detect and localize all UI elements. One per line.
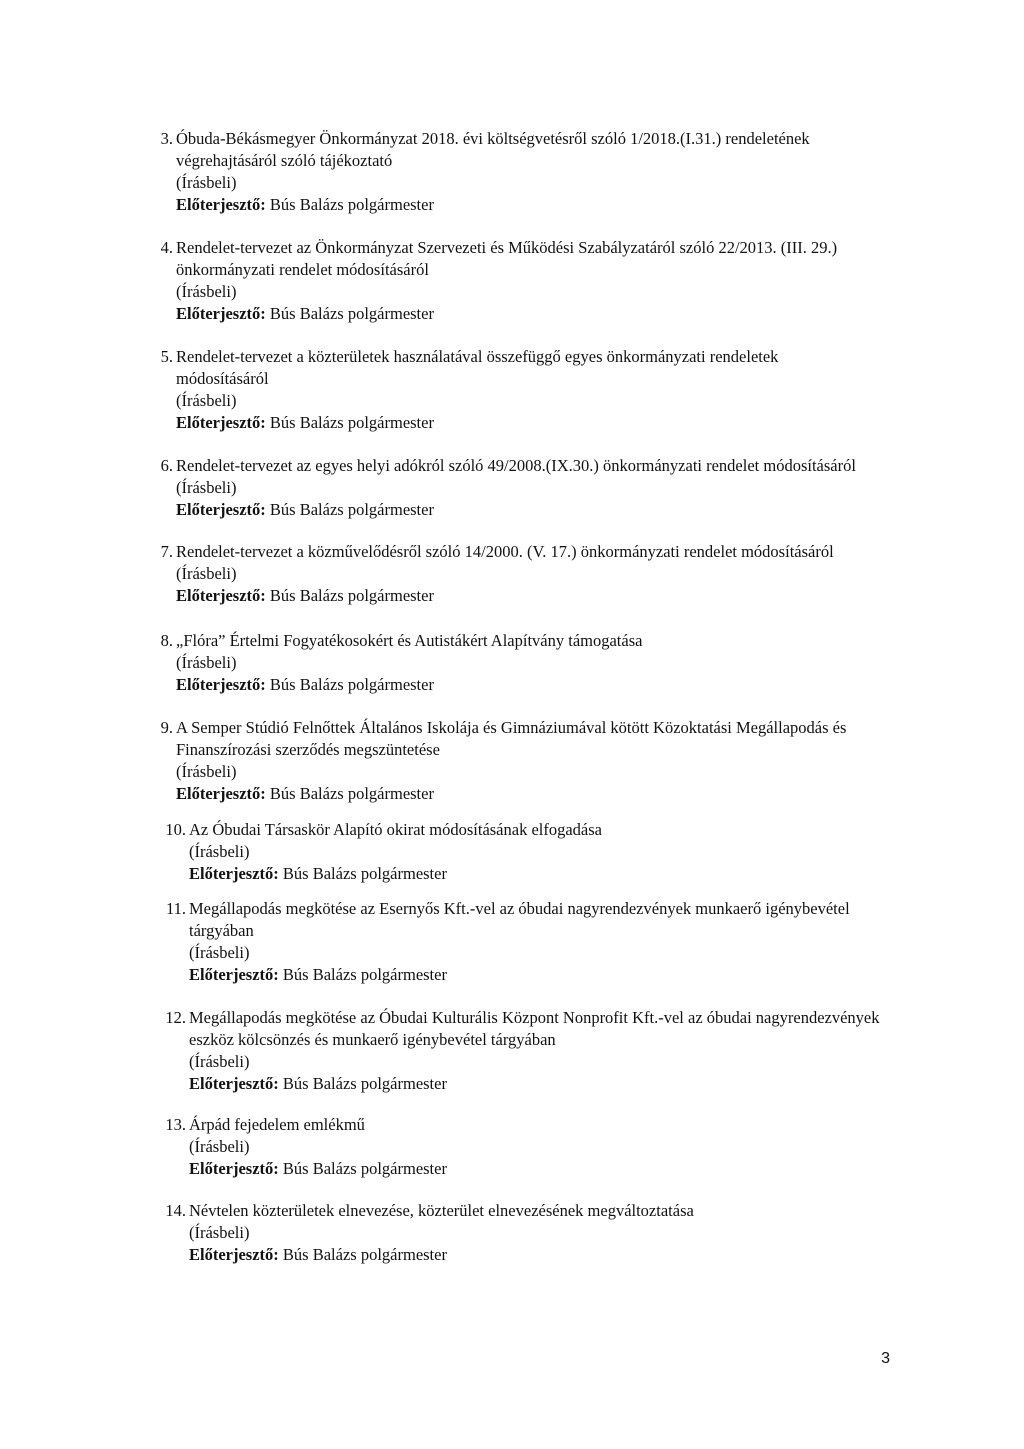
agenda-item-number: 7. bbox=[160, 542, 173, 561]
presenter-name: Bús Balázs polgármester bbox=[269, 413, 434, 432]
agenda-item-format: (Írásbeli) bbox=[189, 1052, 250, 1071]
agenda-item-title-line: eszköz kölcsönzés és munkaerő igénybevétel tárgyában bbox=[189, 1030, 556, 1049]
presenter-label: Előterjesztő: bbox=[176, 195, 266, 214]
agenda-item-title-line: 9. A Semper Stúdió Felnőttek Általános Iskolája és Gimnáziumával kötött Közoktatási Megállapodás és bbox=[160, 718, 847, 737]
agenda-item-title-line: 11. Megállapodás megkötése az Esernyős Kft.-vel az óbudai nagyrendezvények munkaerő igénybevétel bbox=[165, 899, 850, 918]
presenter-name: Bús Balázs polgármester bbox=[269, 195, 434, 214]
agenda-item-presenter bbox=[176, 783, 984, 805]
agenda-item bbox=[160, 346, 984, 434]
page-number: 3 bbox=[881, 1350, 890, 1367]
agenda-item-presenter bbox=[176, 412, 984, 434]
agenda-item-format: (Írásbeli) bbox=[189, 1223, 250, 1242]
presenter-name: Bús Balázs polgármester bbox=[269, 586, 434, 605]
presenter-label: Előterjesztő: bbox=[176, 304, 266, 323]
agenda-item-presenter bbox=[189, 1244, 984, 1266]
agenda-item-title-line: módosításáról bbox=[176, 369, 269, 388]
agenda-item-number: 10. bbox=[165, 820, 186, 839]
presenter-label: Előterjesztő: bbox=[189, 1074, 279, 1093]
presenter-name: Bús Balázs polgármester bbox=[282, 965, 447, 984]
agenda-item-format: (Írásbeli) bbox=[189, 1137, 250, 1156]
presenter-name: Bús Balázs polgármester bbox=[282, 1245, 447, 1264]
agenda-item bbox=[165, 1200, 984, 1266]
presenter-name: Bús Balázs polgármester bbox=[282, 1074, 447, 1093]
agenda-item-title-line: 10. Az Óbudai Társaskör Alapító okirat módosításának elfogadása bbox=[165, 820, 602, 839]
presenter-label: Előterjesztő: bbox=[176, 675, 266, 694]
agenda-item-title-line: önkormányzati rendelet módosításáról bbox=[176, 260, 429, 279]
agenda-item-format: (Írásbeli) bbox=[176, 564, 237, 583]
agenda-item-format: (Írásbeli) bbox=[176, 653, 237, 672]
agenda-item-title-line: 4. Rendelet-tervezet az Önkormányzat Szervezeti és Működési Szabályzatáról szóló 22/2013. (III. 29.) bbox=[160, 238, 838, 257]
agenda-item-title-line: 6. Rendelet-tervezet az egyes helyi adókról szóló 49/2008.(IX.30.) önkormányzati rendelet módosításáról bbox=[160, 456, 856, 475]
presenter-name: Bús Balázs polgármester bbox=[269, 784, 434, 803]
presenter-name: Bús Balázs polgármester bbox=[269, 675, 434, 694]
agenda-item bbox=[160, 128, 984, 216]
presenter-label: Előterjesztő: bbox=[189, 1245, 279, 1264]
presenter-label: Előterjesztő: bbox=[176, 784, 266, 803]
agenda-item-number: 13. bbox=[165, 1115, 186, 1134]
agenda-item-presenter bbox=[176, 585, 984, 607]
agenda-item-presenter bbox=[176, 674, 984, 696]
presenter-name: Bús Balázs polgármester bbox=[269, 304, 434, 323]
agenda-item-format: (Írásbeli) bbox=[176, 391, 237, 410]
agenda-item-title-line: végrehajtásáról szóló tájékoztató bbox=[176, 151, 393, 170]
agenda-item-number: 5. bbox=[160, 347, 173, 366]
agenda-item bbox=[160, 541, 984, 607]
agenda-item-number: 14. bbox=[165, 1201, 186, 1220]
agenda-item bbox=[160, 630, 984, 696]
agenda-item-title-line: 3. Óbuda-Békásmegyer Önkormányzat 2018. évi költségvetésről szóló 1/2018.(I.31.) rendeletének bbox=[160, 129, 810, 148]
agenda-item-presenter bbox=[189, 964, 984, 986]
agenda-item-presenter bbox=[189, 1073, 984, 1095]
agenda-item bbox=[165, 1114, 984, 1180]
agenda-item bbox=[160, 455, 984, 521]
agenda-item-format: (Írásbeli) bbox=[176, 173, 237, 192]
presenter-label: Előterjesztő: bbox=[189, 1159, 279, 1178]
presenter-label: Előterjesztő: bbox=[189, 965, 279, 984]
agenda-item-format: (Írásbeli) bbox=[176, 762, 237, 781]
agenda-item-title-line: 8. „Flóra” Értelmi Fogyatékosokért és Autistákért Alapítvány támogatása bbox=[160, 631, 643, 650]
agenda-item-number: 6. bbox=[160, 456, 173, 475]
presenter-label: Előterjesztő: bbox=[176, 413, 266, 432]
presenter-name: Bús Balázs polgármester bbox=[269, 500, 434, 519]
presenter-label: Előterjesztő: bbox=[176, 586, 266, 605]
presenter-name: Bús Balázs polgármester bbox=[282, 864, 447, 883]
agenda-item-title-line: 13. Árpád fejedelem emlékmű bbox=[165, 1115, 365, 1134]
presenter-label: Előterjesztő: bbox=[189, 864, 279, 883]
agenda-item-number: 12. bbox=[165, 1008, 186, 1027]
agenda-item-format: (Írásbeli) bbox=[176, 282, 237, 301]
agenda-item-title-line: tárgyában bbox=[189, 921, 254, 940]
agenda-item-format: (Írásbeli) bbox=[189, 842, 250, 861]
agenda-item bbox=[165, 898, 984, 986]
agenda-item-title-line: 14. Névtelen közterületek elnevezése, közterület elnevezésének megváltoztatása bbox=[165, 1201, 694, 1220]
agenda-item-title-line: Finanszírozási szerződés megszüntetése bbox=[176, 740, 440, 759]
agenda-item-format: (Írásbeli) bbox=[176, 478, 237, 497]
agenda-item-presenter bbox=[176, 303, 984, 325]
presenter-label: Előterjesztő: bbox=[176, 500, 266, 519]
agenda-item bbox=[165, 1007, 984, 1095]
agenda-item-presenter bbox=[176, 499, 984, 521]
agenda-item-presenter bbox=[189, 1158, 984, 1180]
agenda-item-number: 8. bbox=[160, 631, 173, 650]
agenda-item-format: (Írásbeli) bbox=[189, 943, 250, 962]
agenda-item bbox=[160, 237, 984, 325]
agenda-item-number: 3. bbox=[160, 129, 173, 148]
agenda-item-number: 9. bbox=[160, 718, 173, 737]
agenda-item-presenter bbox=[176, 194, 984, 216]
agenda-item bbox=[160, 717, 984, 805]
agenda-item-number: 11. bbox=[165, 899, 186, 918]
agenda-item-presenter bbox=[189, 863, 984, 885]
presenter-name: Bús Balázs polgármester bbox=[282, 1159, 447, 1178]
agenda-item-title-line: 12. Megállapodás megkötése az Óbudai Kulturális Központ Nonprofit Kft.-vel az óbudai nagyrendezvények bbox=[165, 1008, 880, 1027]
agenda-item-number: 4. bbox=[160, 238, 173, 257]
agenda-item-title-line: 7. Rendelet-tervezet a közművelődésről szóló 14/2000. (V. 17.) önkormányzati rendelet módosításáról bbox=[160, 542, 834, 561]
agenda-item-title-line: 5. Rendelet-tervezet a közterületek használatával összefüggő egyes önkormányzati rendeletek bbox=[160, 347, 779, 366]
agenda-item bbox=[165, 819, 984, 885]
